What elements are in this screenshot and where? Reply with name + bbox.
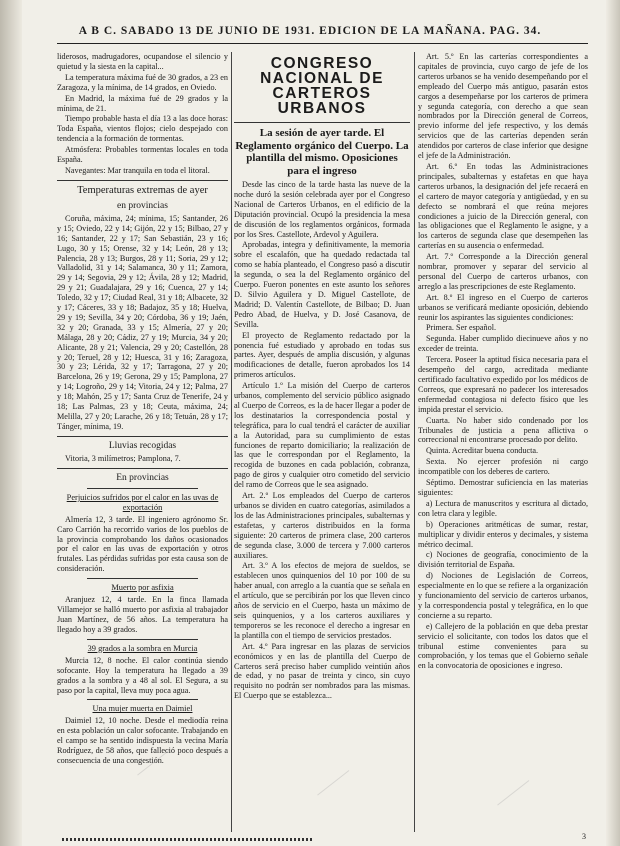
- short-rule: [87, 578, 198, 579]
- page-right-edge: [606, 0, 620, 846]
- death-heading: Muerto por asfixia: [111, 583, 174, 593]
- condition-4: Cuarta. No haber sido condenado por los Tribunales de justicia a pena aflictiva o correccional ni encontrarse procesado por delito.: [418, 415, 588, 445]
- subject-e: e) Callejero de la población en que deba prestar servicio el solicitante, con todos los datos que el tribunal estime convenientes para su comprobación, y los temas que el Gobierno señale en la convocatoria de oposiciones e ingreso.: [418, 621, 588, 671]
- intro-paragraph-6: Navegantes: Mar tranquila en toda el litoral.: [65, 165, 210, 175]
- short-rule: [87, 699, 198, 700]
- condition-1: Primera. Ser español.: [426, 323, 497, 333]
- congress-subtitle: La sesión de ayer tarde. El Reglamento orgánico del Cuerpo. La plantilla del mismo. Oposiciones para el ingreso: [235, 127, 409, 177]
- article-8: Art. 8.º El ingreso en el Cuerpo de carteros urbanos se verificará mediante oposición, debiendo reunir los aspirantes las siguientes condiciones:: [418, 292, 588, 322]
- page-header: A B C. SABADO 13 DE JUNIO DE 1931. EDICION DE LA MAÑANA. PAG. 34.: [78, 25, 542, 37]
- condition-5: Quinta. Acreditar buena conducta.: [426, 446, 539, 456]
- subject-d: d) Nociones de Legislación de Correos, especialmente en lo que se refiere a la organización y funcionamiento del servicio de carteros urbanos, y la correspondencia postal y telegráfica, en lo que concierne a su reparto.: [418, 571, 588, 620]
- page-footer: [22, 832, 606, 846]
- temperatures-heading: Temperaturas extremas de ayer: [77, 184, 208, 196]
- congress-title: CONGRESO NACIONAL DE CARTEROS URBANOS: [260, 55, 384, 117]
- congress-paragraph-3: El proyecto de Reglamento redactado por la ponencia fué estudiado y aprobado en todas sus partes. Ayer, después de amplia discusión, y algunas modificaciones de detalle, fueron aprobados los 14 primeros artículos.: [234, 330, 410, 380]
- damage-heading: Perjuicios sufridos por el calor en las uvas de exportación: [66, 492, 219, 512]
- temperatures-subheading: en provincias: [117, 200, 168, 211]
- column-1: [57, 52, 228, 832]
- congress-article-3: Art. 3.º A los efectos de mejora de sueldos, se establecen unos quinquenios del 10 por 100 de su haber anual, con arreglo a la cuantía que se señala en el artículo, que se percibirán por los que lleven cinco años de servicio en el Cuerpo, hasta un máximo de seis quinquenios, y a los carteros auxiliares y temporeros se les reconoce el derecho a ingresar en la plantilla con el tiempo de servicios prestados.: [234, 561, 410, 640]
- condition-3: Tercera. Poseer la aptitud física necesaria para el desempeño del cargo, acreditada mediante certificado facultativo expedido por los médicos de Correos, que expresará no padecer los interesados enfermedad contagiosa ni defecto físico que les impida prestar el servicio.: [418, 355, 588, 414]
- article-7: Art. 7.º Corresponde a la Dirección general nombrar, promover y separar del servicio al personal del Cuerpo de carteros urbanos, con arreglo a las prescripciones de este Reglamento.: [418, 252, 588, 291]
- condition-7: Séptimo. Demostrar suficiencia en las materias siguientes:: [418, 478, 588, 497]
- section-rule: [57, 436, 228, 437]
- intro-paragraph-5: Atmósfera: Probables tormentas locales en toda España.: [57, 145, 228, 165]
- rain-text: Vitoria, 3 milímetros; Pamplona, 7.: [65, 453, 181, 463]
- title-rule: [234, 122, 410, 123]
- footer-dashes: [62, 838, 312, 841]
- short-rule: [87, 488, 198, 489]
- murcia-heading: 39 grados a la sombra en Murcia: [87, 643, 198, 653]
- condition-2: Segunda. Haber cumplido diecinueve años y no exceder de treinta.: [418, 334, 588, 354]
- death-text: Aranjuez 12, 4 tarde. En la finca llamada Villamejor se halló muerto por asfixia al trabajador Juan Martínez, de 56 años. La temperatura ha llegado hoy a 39 grados.: [57, 595, 228, 634]
- congress-paragraph-2: Aprobadas, integra y definitivamente, la memoria sobre el escalafón, que ha quedado redactada tal como se había planteado, el Congreso pasó a discutir la segunda, o sea la del Reglamento orgánico del Cuerpo. Fueron ponentes en este asunto los señores D. Silvio Aguilera y D. Miguel Castellote, de Madrid; D. Valentín Castellote, de Bilbao; D. Juan Pedro Abad, de Huelva, y D. José Casanova, de Sevilla.: [234, 240, 410, 329]
- footer-page-marker: 3: [582, 832, 586, 841]
- daimiel-heading: Una mujer muerta en Daimiel: [92, 704, 193, 714]
- section-rule: [57, 180, 228, 181]
- column-divider-1: [231, 52, 232, 832]
- damage-text: Almería 12, 3 tarde. El ingeniero agrónomo Sr. Caro Carrión ha recorrido varios de los pueblos de la provincia comprobando los daños ocasionados por el calor en las uvas de exportación y otros frutales. Las pérdidas sufridas por esta causa son de consideración.: [57, 514, 228, 574]
- subject-b: b) Operaciones aritméticas de sumar, restar, multiplicar y dividir enteros y decimales, y sistema métrico decimal.: [418, 519, 588, 549]
- subject-a: a) Lectura de manuscritos y escritura al dictado, con letra clara y legible.: [418, 498, 588, 518]
- column-2: [234, 52, 410, 832]
- congress-article-4: Art. 4.º Para ingresar en las plazas de servicios económicos y en las de plantilla del Cuerpo de Carteros será preciso haber cumplido veintiún años de edad, y no pasar de treinta y cinco, sin cuyo requisito no podrán ser nombrados para las mismas. El Cuerpo que se establezca...: [234, 641, 410, 701]
- column-3: [418, 52, 588, 832]
- short-rule: [87, 639, 198, 640]
- temperatures-text: Coruña, máxima, 24; mínima, 15; Santander, 26 y 15; Oviedo, 22 y 14; Gijón, 22 y 15; Bilbao, 27 y 16; Santander, 22 y 17; San Sebastián, 23 y 16; Lugo, 30 y 15; Orense, 32 y 14; León, 28 y 13; Palencia, 28 y 13; Burgos, 28 y 11; Soria, 29 y 12; Valladolid, 31 y 14; Salamanca, 30 y 11; Zamora, 29 y 14; Segovia, 29 y 12; Ávila, 28 y 12; Madrid, 29 y 21; Guadalajara, 29 y 16; Cuenca, 27 y 14; Toledo, 32 y 17; Ciudad Real, 31 y 18; Albacete, 32 y 17; Cáceres, 33 y 18; Badajoz, 35 y 18; Huelva, 29 y 19; Sevilla, 34 y 20; Córdoba, 36 y 19; Jaén, 32 y 20; Granada, 33 y 15; Almería, 27 y 20; Málaga, 28 y 20; Cádiz, 27 y 19; Murcia, 34 y 20; Alicante, 28 y 21; Valencia, 29 y 20; Castellón, 28 y 20; Teruel, 28 y 12; Huesca, 31 y 16; Zaragoza, 30 y 23; Lérida, 32 y 17; Tarragona, 27 y 20; Barcelona, 26 y 19; Gerona, 29 y 15; Pamplona, 27 y 14; Logroño, 29 y 14; Vitoria, 24 y 12; Palma, 27 y 18; Mahón, 25 y 17; Santa Cruz de Tenerife, 24 y 18; Las Palmas, 23 y 18; Ceuta, máxima, 24; Melilla, 27 y 20; Larache, 26 y 18; Tetuán, 28 y 17; Tánger, mínima, 19.: [57, 213, 228, 431]
- provinces-heading: En provincias: [116, 472, 169, 483]
- subject-c: c) Nociones de geografía, conocimiento de la división territorial de España.: [418, 550, 588, 570]
- congress-paragraph-1: Desde las cinco de la tarde hasta las nueve de la noche duró la sesión celebrada ayer por el Congreso Nacional de Carteros Urbanos, en el edificio de la Diputación provincial. Ocupó la presidencia la mesa de discusión de los reglamentos orgánicos, formada por los Sres. Castellote, Ardevol y Aguilera.: [234, 180, 410, 239]
- page-left-edge: [0, 0, 22, 846]
- murcia-text: Murcia 12, 8 noche. El calor continúa siendo sofocante. Hoy la temperatura ha llegado a 39 grados a la sombra y a 48 al sol. El Segura, a su paso por la capital, lleva muy poca agua.: [57, 655, 228, 695]
- intro-paragraph-1: liderosos, madrugadores, ocupandose el silencio y quietud y la siesta en la capital...: [57, 52, 228, 71]
- intro-paragraph-2: La temperatura máxima fué de 30 grados, a 23 en Zaragoza, y la mínima, de 14 grados, en Oviedo.: [57, 72, 228, 92]
- intro-paragraph-4: Tiempo probable hasta el día 13 a las doce horas: Toda España, vientos flojos; cielo despejado con tendencia a la formación de tormentas.: [57, 114, 228, 144]
- article-5: Art. 5.º En las carterías correspondientes a capitales de provincia, cuyo cargo de jefe de los carteros urbanos se ha venido desempeñando por el empleado del Cuerpo más antiguo, pasarán estos cargos a desempeñarse por los carteros de primera y segunda categoría, con derecho a que sean nombrados por la Dirección general de Correos, previo informe del jefe respectivo, y los demás servicios que de las carterías dependen serán atendidos por carteros de clase inferior que designe el jefe de la Administración.: [418, 52, 588, 161]
- header-rule: [57, 43, 588, 44]
- congress-article-1: Artículo 1.º La misión del Cuerpo de carteros urbanos, complemento del servicio público asignado al Cuerpo de Correos, es la de hacer llegar a poder de los destinatarios la correspondencia postal y telegráfica, para lo cual tendrá el carácter de auxiliar a la Autoridad, para su cumplimiento de estas funciones de reparto domiciliario; la realización de las que le correspondan por el Reglamento, la recogida de buzones en cada población, cobranza, pago de giros y cualquier otro cometido del servicio del ramo de Correos que le sea asignado.: [234, 381, 410, 490]
- column-divider-2: [414, 52, 415, 832]
- article-6: Art. 6.º En todas las Administraciones principales, subalternas y estafetas en que haya carteros urbanos, la designación del jefe recaerá en el cartero de mayor categoría y antigüedad, y en su defecto se nombrará el que reúna mejores condiciones a juicio de la Dirección general, con las obligaciones que el Reglamento le asigne, y a los carteros de segunda clase que desempeñen las carterías en su ausencia o enfermedad.: [418, 161, 588, 251]
- section-rule: [57, 468, 228, 469]
- intro-paragraph-3: En Madrid, la máxima fué de 29 grados y la mínima, de 21.: [57, 93, 228, 113]
- condition-6: Sexta. No ejercer profesión ni cargo incompatible con los deberes de cartero.: [418, 457, 588, 477]
- congress-article-2: Art. 2.º Los empleados del Cuerpo de carteros urbanos se dividen en cuatro categorías, asimilados a los de las Administraciones principales, subalternas y estafetas, y carteros distribuidos en la forma siguiente: 20 carteros de primera clase, 200 carteros de segunda clase, 3.000 de tercera y 7.000 carteros auxiliares.: [234, 491, 410, 560]
- daimiel-text: Daimiel 12, 10 noche. Desde el mediodía reina en esta población un calor sofocante. Trabajando en el campo se ha sentido indispuesta la vecina María Rodríguez, de 58 años, que falleció poco después a consecuencia de una congestión.: [57, 716, 228, 766]
- rain-heading: Lluvias recogidas: [108, 440, 177, 451]
